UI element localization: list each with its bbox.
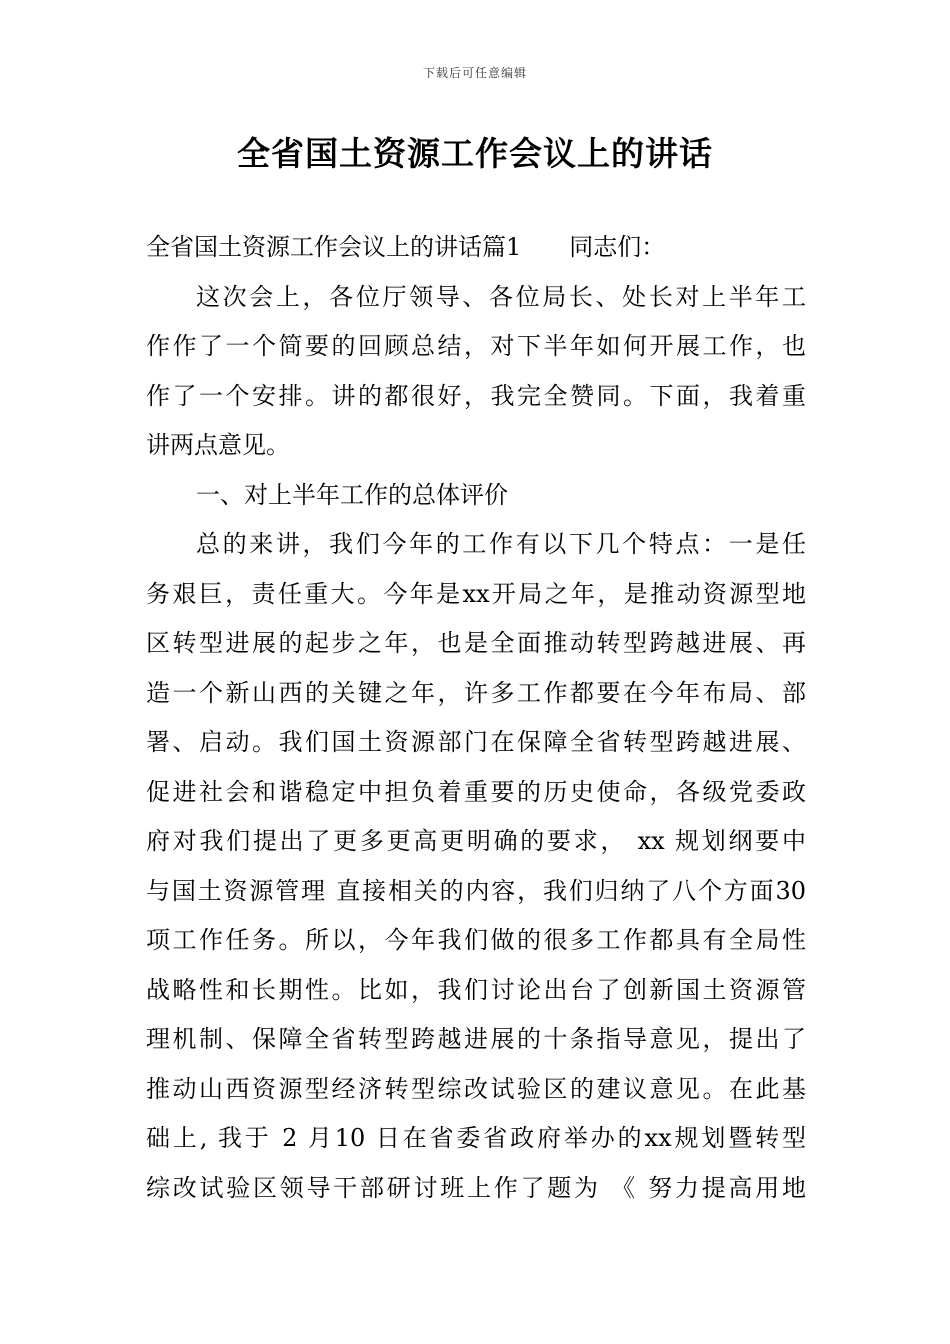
- body-line: 础上, 我于 2 月10 日在省委省政府举办的xx规划暨转型: [146, 1124, 806, 1152]
- body-line: 作作了一个简要的回顾总结，对下半年如何开展工作，也: [146, 332, 806, 360]
- body-line: 区转型进展的起步之年，也是全面推动转型跨越进展、再: [146, 629, 806, 657]
- body-line: 讲两点意见。: [146, 431, 290, 459]
- body-line: 理机制、保障全省转型跨越进展的十条指导意见，提出了: [146, 1025, 806, 1053]
- body-line: 府对我们提出了更多更高更明确的要求， xx 规划纲要中: [146, 827, 806, 855]
- body-line: 作了一个安排。讲的都很好，我完全赞同。下面，我着重: [146, 381, 806, 410]
- body-line: 促进社会和谐稳定中担负着重要的历史使命，各级党委政: [146, 777, 806, 806]
- body-line: 全省国土资源工作会议上的讲话篇1 同志们：: [146, 233, 666, 261]
- header-note: 下载后可任意编辑: [422, 66, 527, 80]
- section-heading: 一、对上半年工作的总体评价: [196, 480, 508, 509]
- body-line: 总的来讲，我们今年的工作有以下几个特点：一是任: [196, 530, 806, 558]
- body-line: 与国土资源管理 直接相关的内容，我们归纳了八个方面30: [146, 876, 806, 905]
- body-line: 务艰巨，责任重大。今年是xx开局之年，是推动资源型地: [146, 579, 806, 608]
- body-line: 战略性和长期性。比如，我们讨论出台了创新国土资源管: [146, 975, 806, 1004]
- body-line: 推动山西资源型经济转型综改试验区的建议意见。在此基: [146, 1074, 806, 1103]
- document-title: 全省国土资源工作会议上的讲话: [237, 134, 713, 173]
- body-line: 项工作任务。所以，今年我们做的很多工作都具有全局性: [146, 926, 806, 954]
- body-line: 这次会上，各位厅领导、各位局长、处长对上半年工: [196, 282, 806, 311]
- document-body: [146, 223, 806, 1213]
- body-line: 造一个新山西的关键之年，许多工作都要在今年布局、部: [146, 678, 806, 707]
- body-line: 署、启动。我们国土资源部门在保障全省转型跨越进展、: [146, 728, 806, 756]
- body-line: 综改试验区领导干部研讨班上作了题为 《 努力提高用地: [146, 1173, 806, 1202]
